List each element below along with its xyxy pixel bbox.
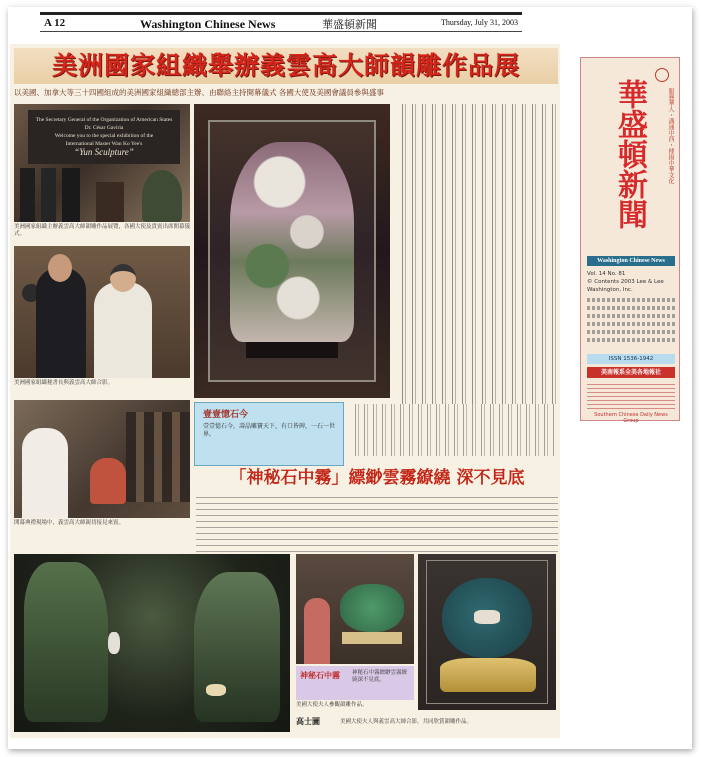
photo-sculpture-landscape <box>14 554 290 732</box>
yun-sculpture <box>230 142 354 342</box>
golden-stand <box>440 658 536 692</box>
sculpture-rock-left <box>24 562 108 722</box>
photo-reception <box>14 400 190 518</box>
master-head <box>110 264 136 292</box>
section-body-text <box>196 494 558 554</box>
masthead-footer: Southern Chinese Daily News Group <box>594 412 668 424</box>
masthead-volume-number: Vol. 14 No. 81 <box>587 271 626 277</box>
poem-body: 壹壹憶石今，壽晶雕寶天下，有口皆碑，一石一世界。 <box>203 423 336 438</box>
masthead-affiliate-list <box>587 382 675 410</box>
podium <box>96 182 124 222</box>
mystery-stone-label <box>296 666 414 700</box>
page-number: A 12 <box>44 17 66 29</box>
sign-quote: “Yun Sculpture” <box>74 147 134 157</box>
secretary-general-figure <box>36 268 86 378</box>
sign-name: Dr. César Gaviria <box>84 125 124 131</box>
photo-yun-sculpture <box>194 104 390 398</box>
photo-mystery-stone <box>418 554 556 710</box>
masthead-seal-icon <box>655 68 669 82</box>
author-credit: 高士圖 <box>296 716 320 726</box>
masthead-english-band: Washington Chinese News <box>587 256 675 266</box>
masthead-fine-print-2 <box>587 306 675 310</box>
master-in-white <box>22 428 68 518</box>
photo-caption-1: 美洲國家組織主辦義雲高大師韻雕作品展覽，各國大使及貴賓出席開幕儀式。 <box>14 224 191 237</box>
masthead-red-band: 美南報系全美各地報社 <box>587 367 675 378</box>
photo-caption-2: 美洲國家組織秘書長與義雲高大師合影。 <box>14 380 114 386</box>
mystery-stone-text: 神秘石中霧縹緲雲霧繚繞深不見底。 <box>352 670 408 683</box>
poem-box <box>194 402 344 466</box>
masthead-copyright: © Contents 2003 Lee & Lee Washington, Inc. <box>587 279 664 293</box>
paper-name: Washington Chinese News <box>140 17 276 31</box>
sign-title: International Master Wan Ko Yee's <box>65 141 143 147</box>
potted-plant <box>142 170 182 222</box>
masthead-fine-print-5 <box>587 330 675 334</box>
article-body-column <box>396 104 556 404</box>
page-header <box>40 12 522 32</box>
welcome-sign <box>28 110 180 164</box>
mystery-stone-title: 神秘石中霧 <box>300 670 340 680</box>
poem-title: 壹壹憶石今 <box>203 410 249 420</box>
photo-handshake <box>14 246 190 378</box>
masthead-fine-print-4 <box>587 322 675 326</box>
crowd <box>126 412 190 502</box>
stone-white-mark <box>474 610 500 624</box>
photo-caption-4: 開幕典禮現場中，義雲高大師親切接見來賓。 <box>14 520 125 526</box>
photo-caption-6: 美國大使夫人參觀韻雕作品。 <box>296 702 368 708</box>
kneeling-guest <box>90 458 126 504</box>
masthead-fine-print-1 <box>587 298 675 302</box>
visitor-figure <box>304 598 330 664</box>
paper-name-chinese: 華盛頓新聞 <box>322 18 377 31</box>
article-clipping <box>10 44 560 738</box>
masthead-brand: 華盛頓新聞 <box>612 79 647 229</box>
sign-intro: The Secretary General of the Organization of American States <box>35 117 173 123</box>
section-subhead: 「神秘石中霧」縹緲雲霧繚繞 深不見底 <box>229 468 525 488</box>
masthead-fine-print-6 <box>587 338 675 342</box>
master-figure <box>94 282 152 378</box>
masthead-volume <box>587 270 675 294</box>
article-body-middle <box>350 404 556 456</box>
masthead-issn: ISSN 1536-1942 <box>587 354 675 364</box>
sculpture-base <box>246 342 338 358</box>
masthead-fine-print-3 <box>587 314 675 318</box>
green-stone <box>340 584 404 632</box>
photo-opening-ceremony <box>14 104 190 222</box>
masthead-slogan: 服務華人・溝通中西・傳揚中華文化 <box>667 88 674 184</box>
masthead <box>580 57 680 424</box>
sculpture-figurine <box>108 632 120 654</box>
sculpture-horse <box>206 684 226 696</box>
photo-visitor-with-stone <box>296 554 414 664</box>
sculpture-rock-right <box>194 572 280 722</box>
secretary-general-head <box>48 254 72 282</box>
stone-plinth <box>342 632 402 644</box>
bottom-caption: 美國大使夫人與義雲高大師合影，共同欣賞韻雕作品。 <box>340 719 473 725</box>
article-subheadline: 以美國、加拿大等三十四國組成的美洲國家組織總部主辦、由聯絡主持開幕儀式 各國大使及美國會議員參與盛事 <box>14 88 384 97</box>
dignitaries-figures <box>20 168 80 222</box>
sign-welcome: Welcome you to the special exhibition of the <box>54 133 154 139</box>
article-headline: 美洲國家組織舉辦義雲高大師韻雕作品展 <box>14 48 558 84</box>
issue-date: Thursday, July 31, 2003 <box>440 18 518 27</box>
